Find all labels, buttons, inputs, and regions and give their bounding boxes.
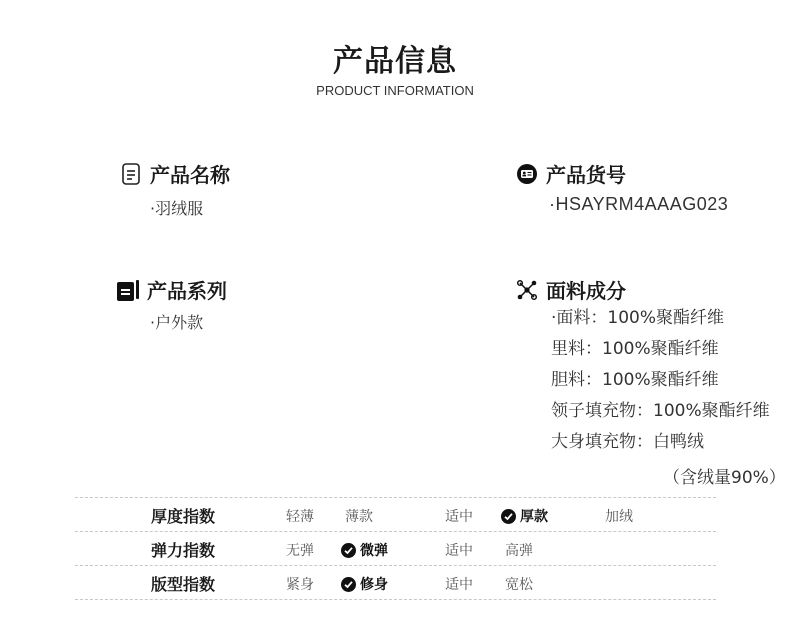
index-option — [286, 574, 314, 594]
material-line: 里料：100%聚酯纤维 — [551, 339, 719, 359]
material-line: 胆料：100%聚酯纤维 — [551, 370, 719, 390]
index-row — [75, 531, 716, 565]
index-option-label: 适中 — [445, 577, 473, 593]
index-option — [345, 506, 373, 526]
index-name: 版型指数 — [151, 575, 216, 594]
down-content-note: （含绒量90%） — [663, 468, 786, 488]
product-name-label: 产品名称 — [150, 163, 230, 187]
material-line: ·面料：100%聚酯纤维 — [551, 308, 725, 328]
molecule-icon — [514, 277, 540, 303]
material-heading — [514, 275, 626, 304]
product-series-heading — [115, 275, 227, 304]
product-code-value: ·HSAYRM4AAAG023 — [549, 194, 729, 214]
index-option-label: 适中 — [445, 509, 473, 525]
index-option-label: 紧身 — [286, 577, 314, 593]
index-option — [445, 540, 473, 560]
product-series-value: ·户外款 — [150, 313, 204, 332]
index-option-label: 微弹 — [360, 543, 388, 559]
material-list — [551, 303, 770, 458]
material-line: 领子填充物：100%聚酯纤维 — [551, 401, 770, 421]
index-option-label: 无弹 — [286, 543, 314, 559]
index-option-label: 轻薄 — [286, 509, 314, 525]
index-option-selected — [501, 506, 548, 526]
index-option-label: 修身 — [360, 577, 388, 593]
check-circle-icon — [341, 577, 356, 592]
page-subtitle: PRODUCT INFORMATION — [316, 83, 474, 98]
index-option-label: 高弹 — [505, 543, 533, 559]
page-title: 产品信息 — [333, 44, 457, 79]
product-series-label: 产品系列 — [147, 279, 227, 303]
index-option — [445, 506, 473, 526]
product-code-label: 产品货号 — [546, 163, 626, 187]
index-row — [75, 497, 716, 531]
product-code-heading — [514, 159, 626, 188]
check-circle-icon — [341, 543, 356, 558]
index-option — [505, 574, 533, 594]
index-option — [605, 506, 633, 526]
check-circle-icon — [501, 509, 516, 524]
id-card-icon — [514, 161, 540, 187]
index-option-label: 厚款 — [520, 509, 548, 525]
stacked-pages-icon — [115, 277, 141, 303]
index-option — [445, 574, 473, 594]
index-option-selected — [341, 540, 388, 560]
index-name: 厚度指数 — [151, 507, 216, 526]
index-option-label: 薄款 — [345, 509, 373, 525]
index-table — [75, 497, 716, 600]
material-label: 面料成分 — [546, 279, 626, 303]
document-icon — [118, 161, 144, 187]
index-option — [286, 540, 314, 560]
index-name: 弹力指数 — [151, 541, 216, 560]
index-option-label: 适中 — [445, 543, 473, 559]
material-line: 大身填充物：白鸭绒 — [551, 432, 704, 452]
product-name-value: ·羽绒服 — [150, 199, 204, 218]
index-option-label: 宽松 — [505, 577, 533, 593]
index-option — [286, 506, 314, 526]
index-option-selected — [341, 574, 388, 594]
index-row — [75, 565, 716, 600]
index-option-label: 加绒 — [605, 509, 633, 525]
product-name-heading — [118, 159, 230, 188]
index-option — [505, 540, 533, 560]
